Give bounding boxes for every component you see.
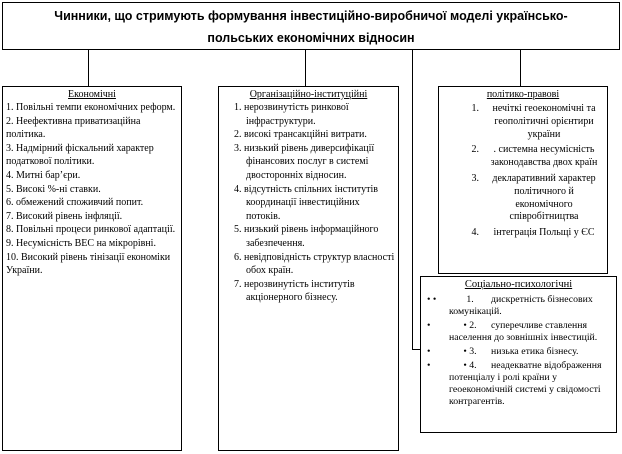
institutional-header: Організаційно-інституційні xyxy=(249,89,368,100)
political-factors-box xyxy=(438,86,608,274)
economic-factors-box xyxy=(2,86,182,451)
political-header: політико-правові xyxy=(486,89,560,100)
political-item-number: 2. xyxy=(471,144,479,156)
institutional-list xyxy=(222,101,395,305)
social-item xyxy=(427,360,610,408)
political-item-text: . системна несумісність законодавства двох країн xyxy=(490,144,598,169)
social-item xyxy=(427,320,610,344)
social-item-number: 1. xyxy=(466,294,474,305)
social-item-bullet: • xyxy=(427,320,431,331)
social-factors-box xyxy=(420,276,617,433)
political-item-number: 1. xyxy=(471,103,479,114)
social-item xyxy=(427,346,610,358)
social-item-bullet: • xyxy=(427,346,431,357)
institutional-item: 2. високі трансакційні витрати. xyxy=(234,129,367,141)
social-item-number: • 4. xyxy=(463,360,477,371)
political-item xyxy=(445,227,601,240)
economic-item: 1. Повільні темпи економічних реформ. xyxy=(6,102,176,113)
institutional-item: 4. відсутність спільних інститутів координації інвестиційних потоків. xyxy=(234,183,378,222)
social-item-text: неадекватне відображення потенціалу і ролі країни у геоекономічній системі у свідомості контрагентів. xyxy=(449,360,602,407)
economic-header: Економічні xyxy=(68,89,116,100)
social-item-bullet: • • xyxy=(427,294,437,305)
economic-item: 3. Надмірний фіскальний характер податкової політики. xyxy=(6,142,154,168)
political-item xyxy=(445,103,601,141)
institutional-factors-box xyxy=(218,86,399,451)
economic-item: 8. Повільні процеси ринкової адаптації. xyxy=(6,224,176,236)
political-item-text: нечіткі геоекономічні та геополітичні орієнтири україни xyxy=(492,103,596,140)
social-header: Соціально-психологічні xyxy=(464,279,573,290)
political-item xyxy=(445,173,601,224)
political-item-number: 4. xyxy=(471,227,479,239)
economic-item: 10. Високий рівень тінізації економіки України. xyxy=(6,251,171,277)
social-item-number: • 3. xyxy=(463,346,477,357)
connector-economic xyxy=(88,50,89,86)
institutional-item: 6. невідповідність структур власності обох країн. xyxy=(234,251,395,277)
institutional-item: 1. нерозвинутість ринкової інфраструктури. xyxy=(234,102,349,127)
title-line-1: Чинники, що стримують формування інвестиційно-виробничої моделі українсько- xyxy=(54,9,568,23)
political-item-text: декларативний характер політичного й економічного співробітництва xyxy=(492,172,596,223)
social-item-number: • 2. xyxy=(463,320,477,331)
economic-item: 4. Митні барʼєри. xyxy=(6,169,81,181)
social-item-bullet: • xyxy=(427,360,431,371)
social-item-text: суперечливе ставлення населення до зовнішніх інвестицій. xyxy=(449,320,598,343)
economic-item: 7. Високий рівень інфляції. xyxy=(6,210,123,222)
social-item xyxy=(427,294,610,318)
economic-item: 6. обмежений споживчий попит. xyxy=(6,197,144,209)
economic-list xyxy=(6,101,178,278)
social-item-text: дискретність бізнесових комунікацій. xyxy=(449,294,593,317)
connector-social-vertical xyxy=(412,50,413,350)
diagram-title xyxy=(2,2,620,50)
institutional-item: 3. низький рівень диверсифікації фінансових послуг в системі двосторонніх відносин. xyxy=(234,142,375,181)
economic-item: 9. Несумісність ВЕС на мікрорівні. xyxy=(6,237,156,249)
institutional-item: 7. нерозвинутість інститутів акціонерного бізнесу. xyxy=(234,278,355,304)
connector-institutional xyxy=(305,50,306,86)
political-item-number: 3. xyxy=(471,172,479,184)
economic-item: 5. Високі %-ні ставки. xyxy=(6,183,101,195)
title-line-2: польських економічних відносин xyxy=(207,31,415,45)
political-item xyxy=(445,144,601,170)
social-item-text: низька етика бізнесу. xyxy=(491,346,579,357)
political-item-text: інтеграція Польщі у ЄС xyxy=(493,227,595,239)
economic-item: 2. Неефективна приватизаційна політика. xyxy=(6,115,141,141)
institutional-item: 5. низький рівень інформаційного забезпечення. xyxy=(234,224,379,249)
connector-political xyxy=(520,50,521,86)
